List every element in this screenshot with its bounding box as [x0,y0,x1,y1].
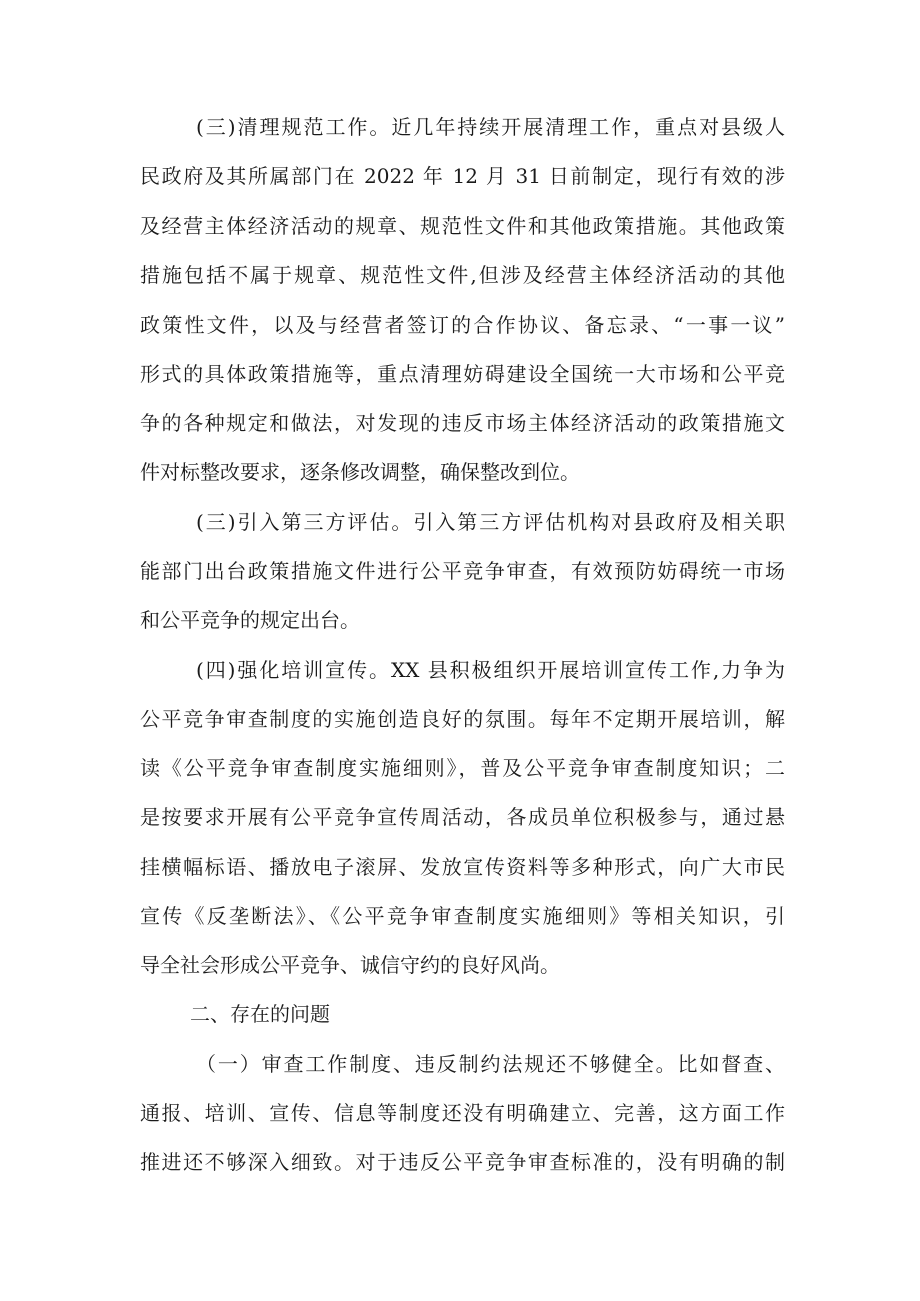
paragraph-cleanup-line-4: 措施包括不属于规章、规范性文件,但涉及经营主体经济活动的其他 [140,263,785,287]
paragraph-training-line-4: 是按要求开展有公平竞争宣传周活动，各成员单位积极参与，通过悬 [140,805,785,829]
paragraph-cleanup-line-5: 政策性文件，以及与经营者签订的合作协议、备忘录、“一事一议” [140,313,785,337]
paragraph-training-line-2: 公平竞争审查制度的实施创造良好的氛围。每年不定期开展培训，解 [140,707,785,731]
paragraph-cleanup-line-3: 及经营主体经济活动的规章、规范性文件和其他政策措施。其他政策 [140,214,785,238]
paragraph-problem-1-line-3: 推进还不够深入细致。对于违反公平竞争审查标准的，没有明确的制 [140,1150,785,1174]
paragraph-third-party-line-1: (三)引入第三方评估。引入第三方评估机构对县政府及相关职 [196,510,785,534]
section-heading-problems: 二、存在的问题 [190,1002,330,1026]
paragraph-third-party-line-2: 能部门出台政策措施文件进行公平竞争审查，有效预防妨碍统一市场 [140,559,785,583]
paragraph-problem-1-line-2: 通报、培训、宣传、信息等制度还没有明确建立、完善，这方面工作 [140,1101,785,1125]
paragraph-cleanup-line-1: (三)清理规范工作。近几年持续开展清理工作，重点对县级人 [196,115,785,139]
paragraph-cleanup-line-2: 民政府及其所属部门在 2022 年 12 月 31 日前制定，现行有效的涉 [140,164,785,188]
paragraph-cleanup-line-7: 争的各种规定和做法，对发现的违反市场主体经济活动的政策措施文 [140,411,785,435]
paragraph-cleanup-line-8: 件对标整改要求，逐条修改调整，确保整改到位。 [140,460,580,484]
paragraph-third-party-line-3: 和公平竞争的规定出台。 [140,608,360,632]
paragraph-problem-1-line-1: （一）审查工作制度、违反制约法规还不够健全。比如督查、 [196,1052,785,1076]
paragraph-training-line-7: 导全社会形成公平竞争、诚信守约的良好风尚。 [140,953,560,977]
paragraph-training-line-3: 读《公平竞争审查制度实施细则》，普及公平竞争审查制度知识；二 [140,756,785,780]
paragraph-cleanup-line-6: 形式的具体政策措施等，重点清理妨碍建设全国统一大市场和公平竞 [140,362,785,386]
paragraph-training-line-1: (四)强化培训宣传。XX 县积极组织开展培训宣传工作,力争为 [196,658,785,682]
paragraph-training-line-6: 宣传《反垄断法》、《公平竞争审查制度实施细则》等相关知识，引 [140,904,785,928]
paragraph-training-line-5: 挂横幅标语、播放电子滚屏、发放宣传资料等多种形式，向广大市民 [140,855,785,879]
